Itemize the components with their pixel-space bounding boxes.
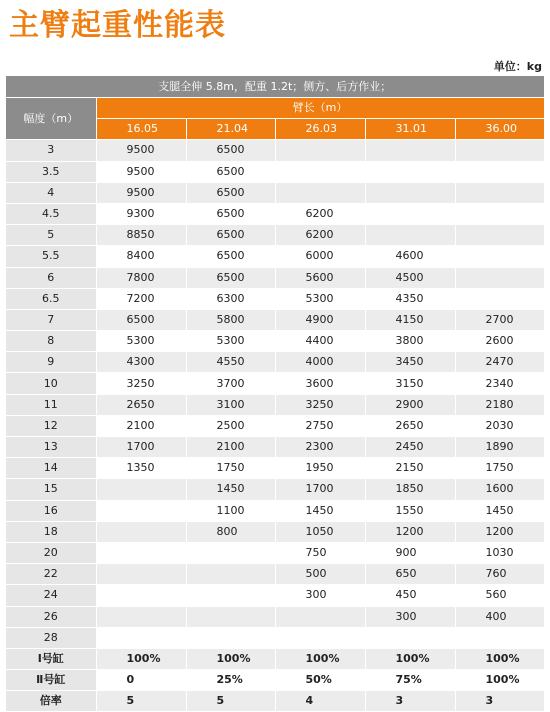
capacity-cell (365, 182, 455, 203)
capacity-cell: 3100 (186, 394, 275, 415)
boom-length-5: 36.00 (455, 119, 544, 140)
range-cell: 9 (6, 352, 96, 373)
range-cell: 4.5 (6, 203, 96, 224)
capacity-cell: 5300 (96, 331, 186, 352)
range-cell: 3.5 (6, 161, 96, 182)
table-row (6, 437, 544, 458)
capacity-cell: 1200 (365, 521, 455, 542)
capacity-cell: 2100 (96, 415, 186, 436)
capacity-cell: 2650 (96, 394, 186, 415)
table-row (6, 182, 544, 203)
capacity-cell: 5 (96, 691, 186, 712)
range-cell: 7 (6, 309, 96, 330)
capacity-cell: 750 (275, 542, 365, 563)
table-row (6, 267, 544, 288)
capacity-cell: 6000 (275, 246, 365, 267)
capacity-cell: 3 (365, 691, 455, 712)
boom-length-2: 21.04 (186, 119, 275, 140)
capacity-cell (275, 182, 365, 203)
capacity-cell: 7800 (96, 267, 186, 288)
capacity-cell (455, 225, 544, 246)
capacity-cell: 4300 (96, 352, 186, 373)
capacity-cell: 3250 (275, 394, 365, 415)
capacity-cell: 0 (96, 670, 186, 691)
footer-label: Ⅱ号缸 (6, 670, 96, 691)
table-footer-row (6, 648, 544, 669)
capacity-cell: 650 (365, 564, 455, 585)
capacity-cell: 100% (275, 648, 365, 669)
capacity-cell: 5 (186, 691, 275, 712)
capacity-cell: 1750 (186, 458, 275, 479)
capacity-cell: 4900 (275, 309, 365, 330)
capacity-cell: 2150 (365, 458, 455, 479)
range-cell: 16 (6, 500, 96, 521)
capacity-cell: 4600 (365, 246, 455, 267)
range-cell: 28 (6, 627, 96, 648)
table-body (6, 140, 544, 712)
capacity-cell (365, 627, 455, 648)
capacity-cell: 3150 (365, 373, 455, 394)
footer-label: Ⅰ号缸 (6, 648, 96, 669)
capacity-cell: 2500 (186, 415, 275, 436)
capacity-cell: 3800 (365, 331, 455, 352)
working-condition: 支腿全伸 5.8m，配重 1.2t；侧方、后方作业； (6, 76, 544, 98)
capacity-cell: 6300 (186, 288, 275, 309)
range-cell: 22 (6, 564, 96, 585)
capacity-cell: 300 (365, 606, 455, 627)
capacity-cell: 100% (365, 648, 455, 669)
capacity-cell (186, 585, 275, 606)
capacity-cell: 100% (455, 670, 544, 691)
range-cell: 14 (6, 458, 96, 479)
capacity-cell: 2700 (455, 309, 544, 330)
capacity-cell: 4500 (365, 267, 455, 288)
capacity-cell: 5800 (186, 309, 275, 330)
range-cell: 6.5 (6, 288, 96, 309)
capacity-cell (455, 288, 544, 309)
range-cell: 10 (6, 373, 96, 394)
capacity-cell: 1750 (455, 458, 544, 479)
capacity-cell: 1030 (455, 542, 544, 563)
capacity-cell: 1450 (455, 500, 544, 521)
capacity-cell (365, 161, 455, 182)
capacity-cell: 4400 (275, 331, 365, 352)
capacity-cell (96, 542, 186, 563)
capacity-cell: 1600 (455, 479, 544, 500)
capacity-cell: 2470 (455, 352, 544, 373)
capacity-cell: 450 (365, 585, 455, 606)
table-row (6, 288, 544, 309)
capacity-cell: 9500 (96, 182, 186, 203)
capacity-cell: 9300 (96, 203, 186, 224)
capacity-cell: 4000 (275, 352, 365, 373)
capacity-cell: 4 (275, 691, 365, 712)
table-row (6, 627, 544, 648)
table-row (6, 564, 544, 585)
boom-length-header: 臂长（m） (96, 98, 544, 119)
capacity-cell: 1350 (96, 458, 186, 479)
capacity-cell (455, 267, 544, 288)
capacity-cell (186, 606, 275, 627)
capacity-cell (455, 203, 544, 224)
capacity-cell: 6500 (186, 246, 275, 267)
capacity-cell: 6500 (186, 203, 275, 224)
table-row (6, 394, 544, 415)
lifting-capacity-table (6, 76, 545, 712)
capacity-cell (96, 521, 186, 542)
range-cell: 24 (6, 585, 96, 606)
capacity-cell: 5300 (186, 331, 275, 352)
capacity-cell (275, 606, 365, 627)
boom-length-3: 26.03 (275, 119, 365, 140)
capacity-cell: 9500 (96, 161, 186, 182)
capacity-cell: 1100 (186, 500, 275, 521)
capacity-cell: 2300 (275, 437, 365, 458)
range-cell: 15 (6, 479, 96, 500)
range-cell: 6 (6, 267, 96, 288)
range-header: 幅度（m） (6, 98, 96, 140)
capacity-cell (455, 140, 544, 161)
table-footer-row (6, 670, 544, 691)
table-row (6, 373, 544, 394)
capacity-cell: 1700 (96, 437, 186, 458)
capacity-cell: 2900 (365, 394, 455, 415)
table-row (6, 458, 544, 479)
capacity-cell: 100% (455, 648, 544, 669)
capacity-cell (96, 500, 186, 521)
capacity-cell: 2340 (455, 373, 544, 394)
capacity-cell: 2030 (455, 415, 544, 436)
capacity-cell: 75% (365, 670, 455, 691)
capacity-cell (96, 564, 186, 585)
capacity-cell: 1890 (455, 437, 544, 458)
capacity-cell: 3700 (186, 373, 275, 394)
capacity-cell: 500 (275, 564, 365, 585)
table-row (6, 140, 544, 161)
capacity-cell (275, 161, 365, 182)
range-cell: 12 (6, 415, 96, 436)
table-row (6, 585, 544, 606)
capacity-cell: 8400 (96, 246, 186, 267)
capacity-cell: 2450 (365, 437, 455, 458)
capacity-cell: 4350 (365, 288, 455, 309)
table-row (6, 246, 544, 267)
capacity-cell: 1550 (365, 500, 455, 521)
boom-length-4: 31.01 (365, 119, 455, 140)
capacity-cell: 2750 (275, 415, 365, 436)
capacity-cell (186, 542, 275, 563)
table-row (6, 521, 544, 542)
capacity-cell (365, 225, 455, 246)
capacity-cell: 4150 (365, 309, 455, 330)
capacity-cell: 25% (186, 670, 275, 691)
range-cell: 3 (6, 140, 96, 161)
range-cell: 11 (6, 394, 96, 415)
capacity-cell: 2650 (365, 415, 455, 436)
range-cell: 5.5 (6, 246, 96, 267)
capacity-cell: 300 (275, 585, 365, 606)
table-row (6, 606, 544, 627)
capacity-cell: 100% (96, 648, 186, 669)
range-cell: 13 (6, 437, 96, 458)
capacity-cell (455, 161, 544, 182)
range-cell: 26 (6, 606, 96, 627)
capacity-cell: 900 (365, 542, 455, 563)
capacity-cell (455, 182, 544, 203)
table-row (6, 542, 544, 563)
table-row (6, 500, 544, 521)
unit-label: 单位：kg (493, 60, 542, 73)
capacity-cell: 6500 (186, 182, 275, 203)
capacity-cell: 3250 (96, 373, 186, 394)
capacity-cell (96, 606, 186, 627)
capacity-cell (96, 479, 186, 500)
capacity-cell: 1450 (186, 479, 275, 500)
capacity-cell: 760 (455, 564, 544, 585)
capacity-cell: 1850 (365, 479, 455, 500)
capacity-cell: 6200 (275, 225, 365, 246)
capacity-cell: 400 (455, 606, 544, 627)
range-cell: 5 (6, 225, 96, 246)
table-row (6, 161, 544, 182)
range-cell: 4 (6, 182, 96, 203)
capacity-cell: 800 (186, 521, 275, 542)
capacity-cell: 100% (186, 648, 275, 669)
capacity-cell: 1050 (275, 521, 365, 542)
capacity-cell (455, 246, 544, 267)
capacity-cell: 2100 (186, 437, 275, 458)
capacity-cell: 4550 (186, 352, 275, 373)
capacity-cell: 5300 (275, 288, 365, 309)
capacity-cell: 2600 (455, 331, 544, 352)
capacity-cell: 6200 (275, 203, 365, 224)
capacity-cell: 7200 (96, 288, 186, 309)
table-row (6, 352, 544, 373)
capacity-cell (275, 140, 365, 161)
table-row (6, 479, 544, 500)
capacity-cell (96, 585, 186, 606)
capacity-cell: 9500 (96, 140, 186, 161)
capacity-cell: 1700 (275, 479, 365, 500)
capacity-cell: 8850 (96, 225, 186, 246)
capacity-cell (365, 203, 455, 224)
range-cell: 18 (6, 521, 96, 542)
capacity-cell: 1950 (275, 458, 365, 479)
capacity-cell: 2180 (455, 394, 544, 415)
table-row (6, 225, 544, 246)
table-row (6, 309, 544, 330)
capacity-cell: 6500 (186, 140, 275, 161)
capacity-cell: 3 (455, 691, 544, 712)
range-cell: 8 (6, 331, 96, 352)
capacity-cell: 1450 (275, 500, 365, 521)
capacity-cell (455, 627, 544, 648)
table-row (6, 415, 544, 436)
capacity-cell: 6500 (186, 225, 275, 246)
capacity-cell: 6500 (186, 267, 275, 288)
capacity-cell: 560 (455, 585, 544, 606)
capacity-cell (365, 140, 455, 161)
capacity-cell (275, 627, 365, 648)
capacity-cell: 6500 (186, 161, 275, 182)
capacity-cell (186, 564, 275, 585)
capacity-cell: 3450 (365, 352, 455, 373)
table-row (6, 331, 544, 352)
table-row (6, 203, 544, 224)
capacity-cell: 5600 (275, 267, 365, 288)
footer-label: 倍率 (6, 691, 96, 712)
capacity-cell (96, 627, 186, 648)
capacity-cell (186, 627, 275, 648)
capacity-cell: 6500 (96, 309, 186, 330)
boom-length-1: 16.05 (96, 119, 186, 140)
capacity-cell: 3600 (275, 373, 365, 394)
range-cell: 20 (6, 542, 96, 563)
capacity-cell: 1200 (455, 521, 544, 542)
capacity-cell: 50% (275, 670, 365, 691)
page-title: 主臂起重性能表 (9, 8, 226, 43)
